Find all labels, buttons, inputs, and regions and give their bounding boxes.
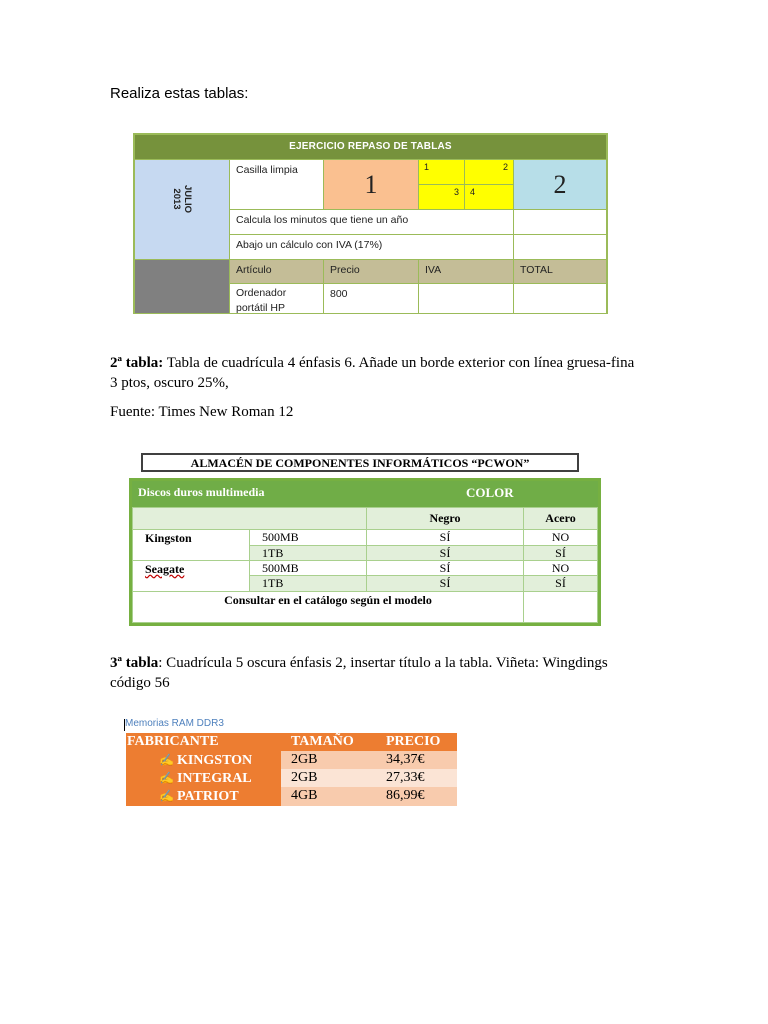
header-iva: IVA [418, 259, 514, 284]
pcwon-acero-value: SÍ [523, 545, 598, 561]
pointing-hand-icon: ✍ [159, 753, 174, 767]
total-cell [513, 283, 607, 314]
casilla-limpia-cell: Casilla limpia [229, 159, 324, 210]
intro-text: Realiza estas tablas: [110, 85, 249, 102]
price-cell: 800 [323, 283, 419, 314]
ram-price: 86,99€ [376, 787, 457, 806]
pcwon-brand-kingston-cell [132, 529, 250, 561]
pcwon-brand-kingston: Kingston [145, 531, 192, 545]
pcwon-size: 500MB [249, 560, 367, 576]
pcwon-size: 1TB [249, 545, 367, 561]
julio-label-month: JULIO [182, 185, 193, 213]
ram-name: PATRIOT [176, 789, 239, 804]
yellow-cell-3: 3 [418, 184, 465, 210]
pcwon-size: 500MB [249, 529, 367, 546]
pcwon-brand-seagate-cell [132, 560, 250, 592]
pcwon-brand-seagate: Seagate [145, 562, 185, 576]
pcwon-footer-empty [523, 591, 598, 623]
iva-cell [418, 283, 514, 314]
paragraph-table2 [110, 353, 640, 393]
ram-row-name [126, 769, 281, 787]
ram-header-precio: PRECIO [376, 733, 457, 751]
ram-name: INTEGRAL [176, 771, 252, 786]
paragraph-table3-bold: 3ª tabla [110, 655, 159, 671]
iva-note-cell: Abajo un cálculo con IVA (17%) [229, 234, 514, 260]
julio-label [171, 179, 193, 219]
pointing-hand-icon: ✍ [159, 789, 174, 803]
ram-price: 34,37€ [376, 751, 457, 769]
ram-table [126, 733, 457, 806]
julio-label-year: 2013 [171, 188, 182, 210]
ram-row-name [126, 751, 281, 769]
pcwon-table [129, 478, 601, 626]
ram-row-name [126, 787, 281, 806]
pcwon-size: 1TB [249, 575, 367, 592]
paragraph-table3-text: : Cuadrícula 5 oscura énfasis 2, insertar título a la tabla. Viñeta: Wingdings código 56 [110, 655, 608, 691]
header-precio: Precio [323, 259, 419, 284]
ram-name: KINGSTON [176, 753, 253, 768]
pcwon-acero-value: NO [523, 529, 598, 546]
pcwon-negro-value: SÍ [366, 560, 524, 576]
pointing-hand-icon: ✍ [159, 771, 174, 785]
ram-table-caption: Memorias RAM DDR3 [125, 718, 224, 729]
pcwon-col-negro: Negro [366, 507, 524, 530]
yellow-cell-4: 4 [464, 184, 514, 210]
ram-size: 4GB [281, 787, 376, 806]
yellow-cell-1: 1 [418, 159, 465, 185]
number-two-cell: 2 [513, 159, 607, 210]
pcwon-negro-value: SÍ [366, 545, 524, 561]
minutos-result-cell [513, 209, 607, 235]
pcwon-sub-empty [132, 507, 367, 530]
ram-size: 2GB [281, 769, 376, 787]
grey-cell [134, 259, 230, 314]
header-total: TOTAL [513, 259, 607, 284]
pcwon-acero-value: NO [523, 560, 598, 576]
paragraph-table2-bold: 2ª tabla: [110, 355, 164, 371]
paragraph-table3 [110, 653, 650, 693]
julio-cell [134, 159, 230, 260]
header-articulo: Artículo [229, 259, 324, 284]
pcwon-header-color: COLOR [466, 485, 514, 500]
paragraph-table2-text: Tabla de cuadrícula 4 énfasis 6. Añade un borde exterior con línea gruesa-fina 3 ptos, oscuro 25%, [110, 355, 635, 391]
ram-header-tamano: TAMAÑO [281, 733, 376, 751]
pcwon-negro-value: SÍ [366, 575, 524, 592]
yellow-cell-2: 2 [464, 159, 514, 185]
ram-size: 2GB [281, 751, 376, 769]
ram-header-fabricante: FABRICANTE [126, 733, 281, 751]
pcwon-col-acero: Acero [523, 507, 598, 530]
iva-note-result-cell [513, 234, 607, 260]
ram-price: 27,33€ [376, 769, 457, 787]
pcwon-negro-value: SÍ [366, 529, 524, 546]
pcwon-title: ALMACÉN DE COMPONENTES INFORMÁTICOS “PCWON” [141, 453, 579, 472]
number-one-cell: 1 [323, 159, 419, 210]
pcwon-acero-value: SÍ [523, 575, 598, 592]
item-cell: Ordenador portátil HP [229, 283, 324, 314]
exercise-table [133, 133, 608, 314]
font-note: Fuente: Times New Roman 12 [110, 404, 294, 420]
pcwon-footer: Consultar en el catálogo según el modelo [132, 591, 524, 623]
minutos-cell: Calcula los minutos que tiene un año [229, 209, 514, 235]
pcwon-header-left: Discos duros multimedia [138, 485, 265, 499]
exercise-table-title: EJERCICIO REPASO DE TABLAS [134, 134, 607, 160]
